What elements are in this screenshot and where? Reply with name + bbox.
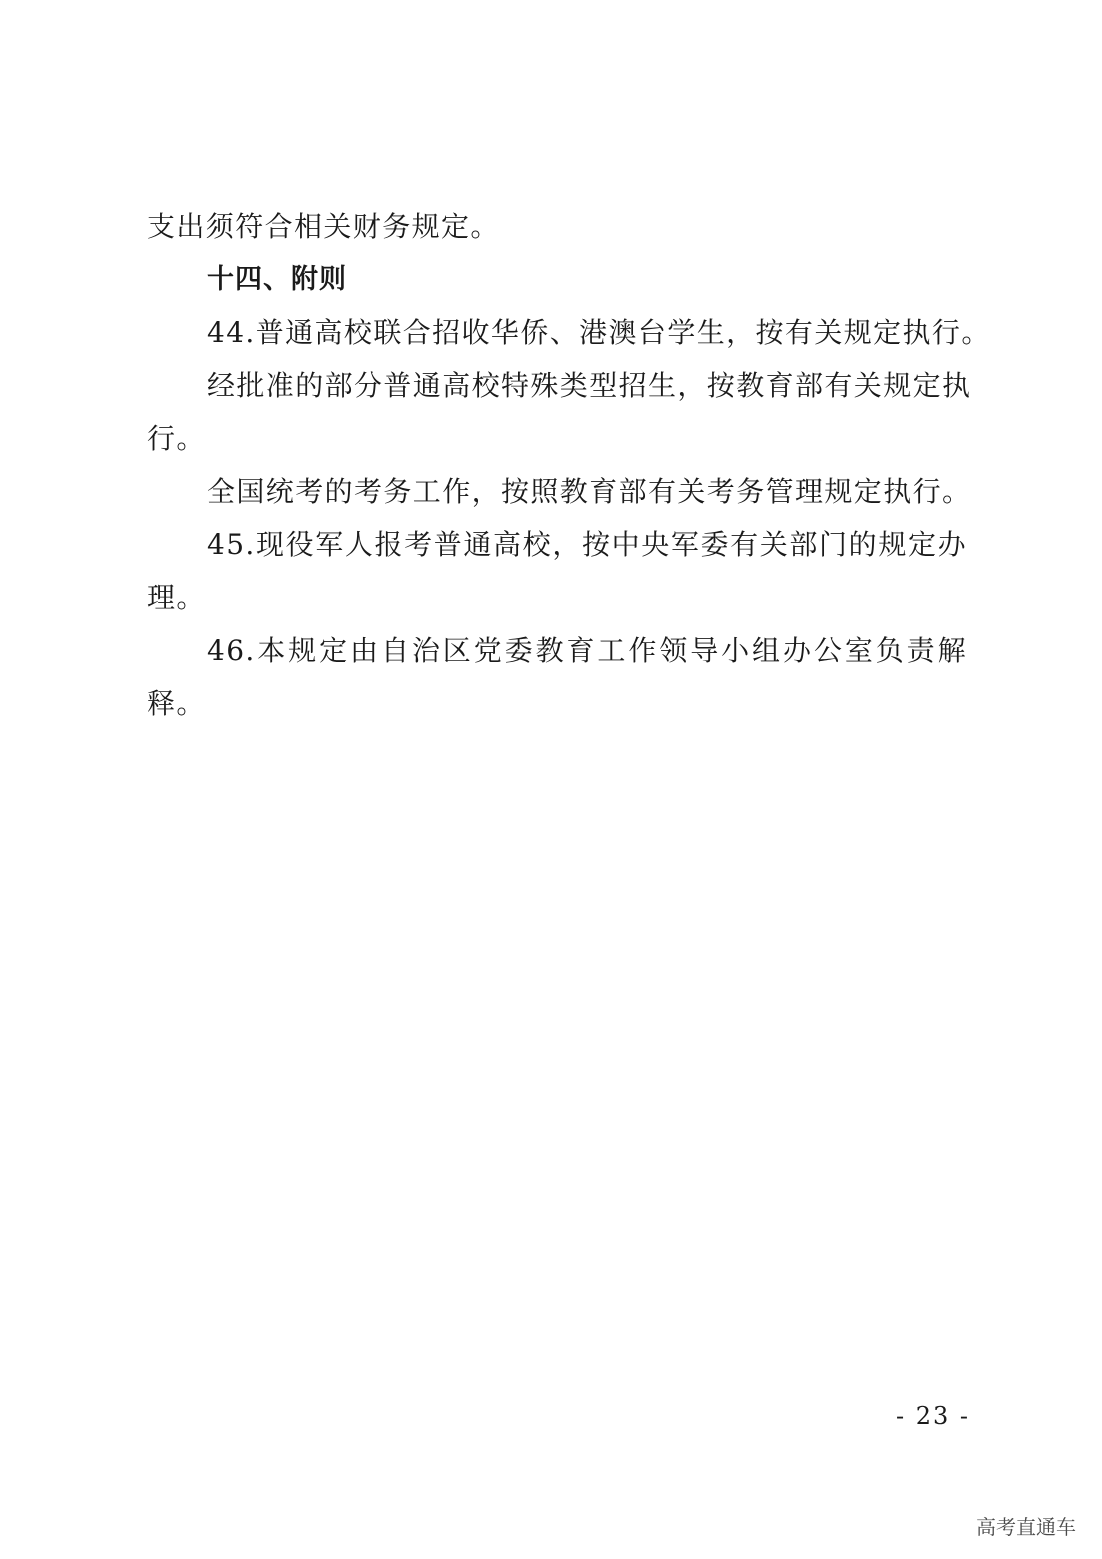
paragraph-line: 释。 [147,687,206,720]
paragraph-line: 46.本规定由自治区党委教育工作领导小组办公室负责解 [207,634,967,667]
document-body [147,200,991,730]
watermark-text: 高考直通车 [976,1515,1076,1539]
paragraph-line: 44.普通高校联合招收华侨、港澳台学生，按有关规定执行。 [207,316,991,349]
page-number: - 23 - [895,1402,970,1430]
paragraph-line: 支出须符合相关财务规定。 [147,210,500,243]
paragraph-line: 经批准的部分普通高校特殊类型招生，按教育部有关规定执 [207,369,972,402]
paragraph-line: 行。 [147,422,206,455]
paragraph-line: 全国统考的考务工作，按照教育部有关考务管理规定执行。 [207,475,972,508]
paragraph-line: 理。 [147,581,206,614]
paragraph-line: 45.现役军人报考普通高校，按中央军委有关部门的规定办 [207,528,967,561]
section-heading: 十四、附则 [207,264,347,295]
